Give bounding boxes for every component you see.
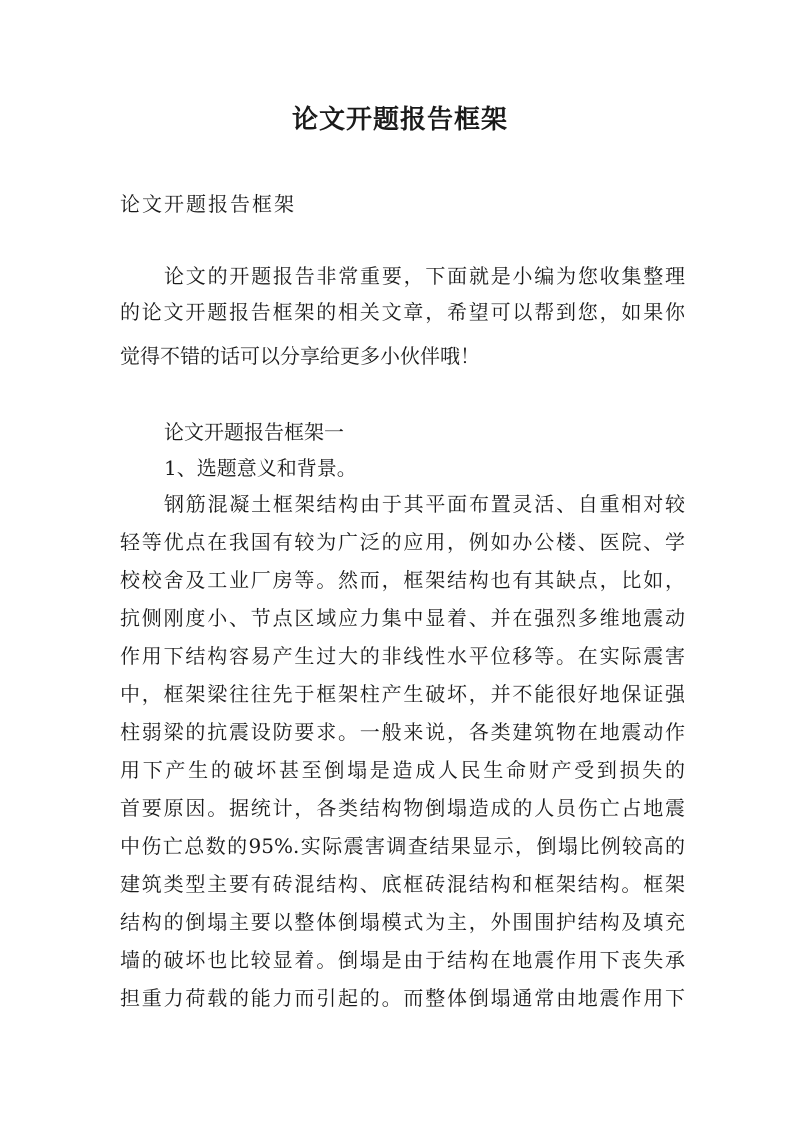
section-heading: 论文开题报告框架一 xyxy=(164,420,344,444)
body-line: 轻等优点在我国有较为广泛的应用，例如办公楼、医院、学 xyxy=(120,530,685,554)
document-subtitle: 论文开题报告框架 xyxy=(120,192,296,216)
intro-line: 觉得不错的话可以分享给更多小伙伴哦！ xyxy=(120,344,480,368)
body-line: 担重力荷载的能力而引起的。而整体倒塌通常由地震作用下 xyxy=(120,986,685,1010)
intro-line: 论文的开题报告非常重要，下面就是小编为您收集整理 xyxy=(164,264,685,288)
body-line: 结构的倒塌主要以整体倒塌模式为主，外围围护结构及填充 xyxy=(120,910,685,934)
document-title: 论文开题报告框架 xyxy=(291,105,508,135)
body-line: 校校舍及工业厂房等。然而，框架结构也有其缺点，比如， xyxy=(120,568,685,592)
body-line: 抗侧刚度小、节点区域应力集中显着、并在强烈多维地震动 xyxy=(120,606,685,630)
body-line: 柱弱梁的抗震设防要求。一般来说，各类建筑物在地震动作 xyxy=(120,720,685,744)
subsection-heading: 1、选题意义和背景。 xyxy=(164,456,357,480)
body-line: 作用下结构容易产生过大的非线性水平位移等。在实际震害 xyxy=(120,644,685,668)
body-line: 墙的破坏也比较显着。倒塌是由于结构在地震作用下丧失承 xyxy=(120,948,685,972)
body-line: 首要原因。据统计，各类结构物倒塌造成的人员伤亡占地震 xyxy=(120,796,685,820)
body-line: 中，框架梁往往先于框架柱产生破坏，并不能很好地保证强 xyxy=(120,682,685,706)
body-line: 中伤亡总数的95%.实际震害调查结果显示，倒塌比例较高的 xyxy=(120,834,685,858)
intro-line: 的论文开题报告框架的相关文章，希望可以帮到您，如果你 xyxy=(120,300,685,324)
body-line: 钢筋混凝土框架结构由于其平面布置灵活、自重相对较 xyxy=(164,492,685,516)
body-line: 用下产生的破坏甚至倒塌是造成人民生命财产受到损失的 xyxy=(120,758,685,782)
body-line: 建筑类型主要有砖混结构、底框砖混结构和框架结构。框架 xyxy=(120,872,685,896)
